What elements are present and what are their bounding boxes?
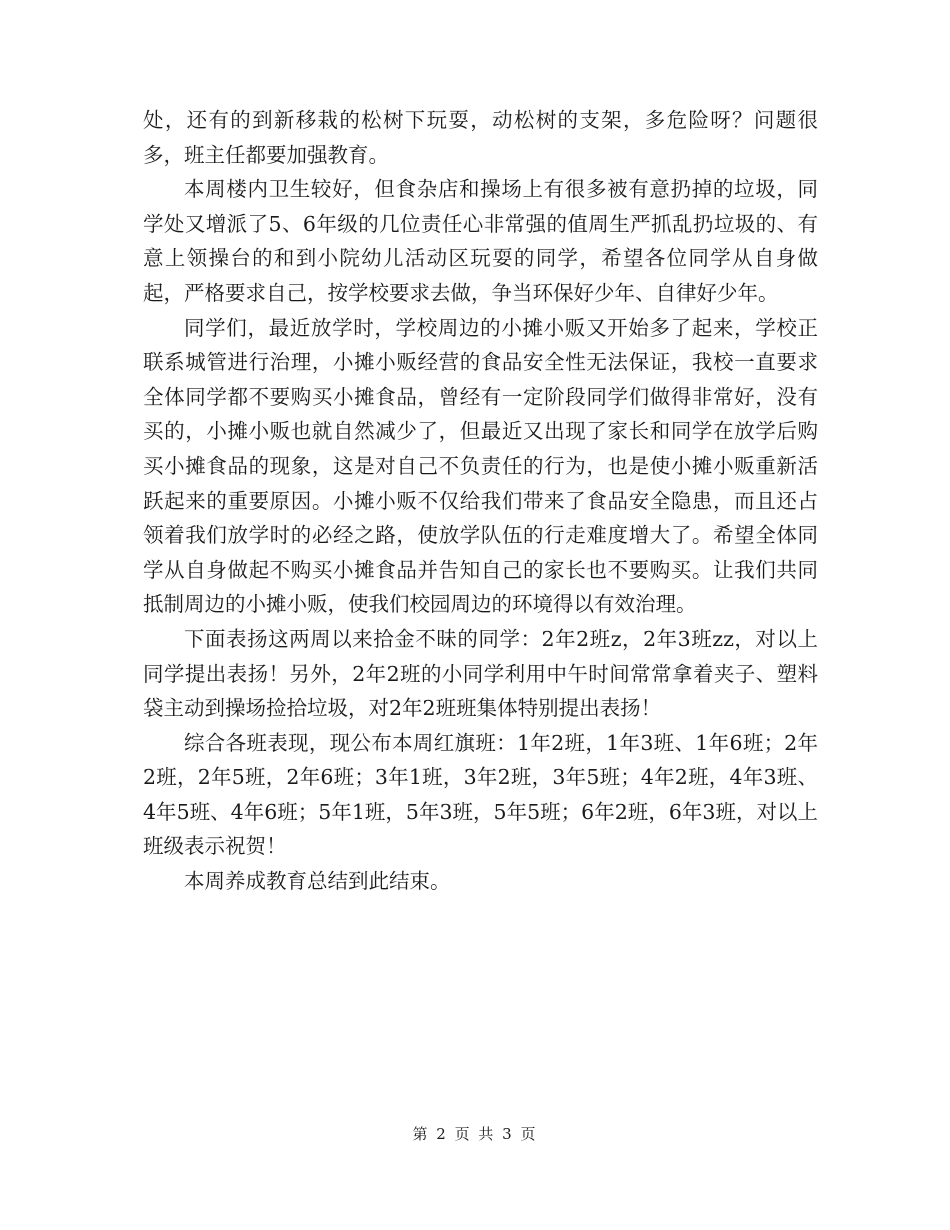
- paragraph-street-vendors: 同学们，最近放学时，学校周边的小摊小贩又开始多了起来，学校正联系城管进行治理，小摊小贩经营的食品安全性无法保证，我校一直要求全体同学都不要购买小摊食品，曾经有一定阶段同学们做得非常好，没有买的，小摊小贩也就自然减少了，但最近又出现了家长和同学在放学后购买小摊食品的现象，这是对自己不负责任的行为，也是使小摊小贩重新活跃起来的重要原因。小摊小贩不仅给我们带来了食品安全隐患，而且还占领着我们放学时的必经之路，使放学队伍的行走难度增大了。希望全体同学从自身做起不购买小摊食品并告知自己的家长也不要购买。让我们共同抵制周边的小摊小贩，使我们校园周边的环境得以有效治理。: [143, 315, 818, 617]
- document-body: [143, 103, 818, 899]
- paragraph-commendation: 下面表扬这两周以来拾金不昧的同学：2年2班z，2年3班zz，对以上同学提出表扬！另外，2年2班的小同学利用中午时间常常拿着夹子、塑料袋主动到操场捡拾垃圾，对2年2班班集体特别提出表扬！: [143, 626, 818, 721]
- page-number-footer: 第 2 页 共 3 页: [412, 1125, 538, 1143]
- paragraph-continuation: 处，还有的到新移栽的松树下玩耍，动松树的支架，多危险呀？问题很多，班主任都要加强教育。: [143, 108, 818, 167]
- paragraph-hygiene: 本周楼内卫生较好，但食杂店和操场上有很多被有意扔掉的垃圾，同学处又增派了5、6年级的几位责任心非常强的值周生严抓乱扔垃圾的、有意上领操台的和到小院幼儿活动区玩耍的同学，希望各位同学从自身做起，严格要求自己，按学校要求去做，争当环保好少年、自律好少年。: [143, 177, 818, 305]
- paragraph-red-flag-classes: 综合各班表现，现公布本周红旗班：1年2班，1年3班、1年6班；2年2班，2年5班，2年6班；3年1班，3年2班，3年5班；4年2班，4年3班、4年5班、4年6班；5年1班，5年3班，5年5班；6年2班，6年3班，对以上班级表示祝贺！: [143, 730, 818, 859]
- paragraph-closing: 本周养成教育总结到此结束。: [184, 869, 451, 894]
